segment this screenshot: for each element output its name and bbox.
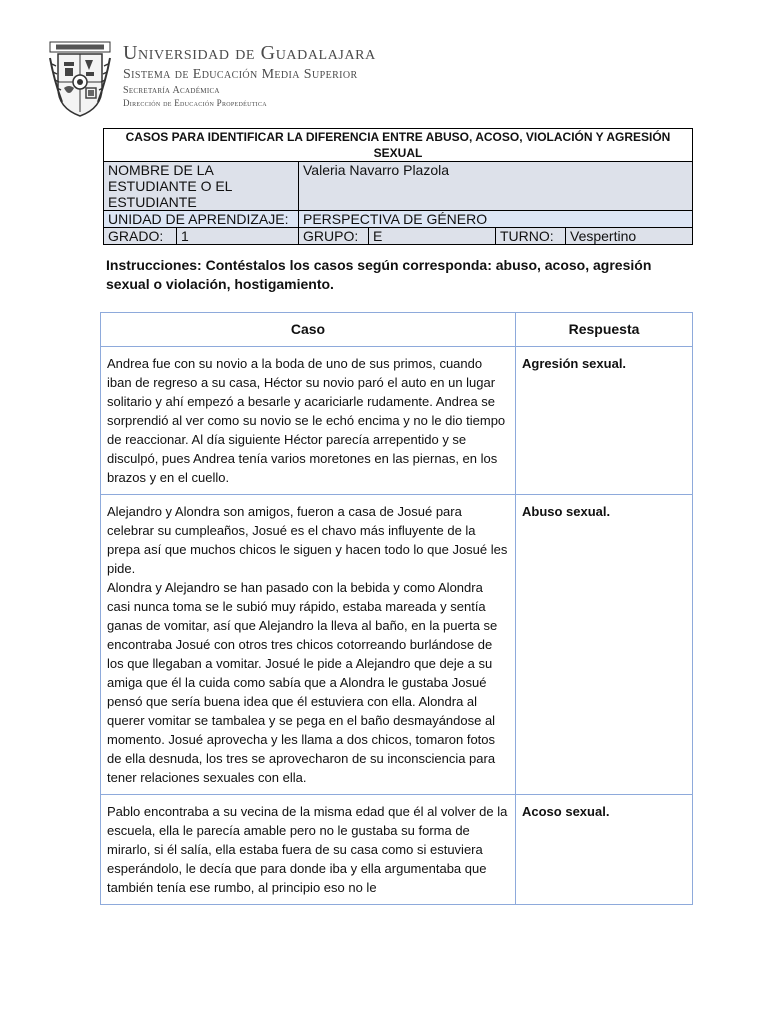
letterhead (48, 40, 728, 120)
case-paragraph: Alejandro y Alondra son amigos, fueron a casa de Josué para celebrar su cumpleaños, Josué es el chavo más influyente de la prepa así que muchos chicos le siguen y hacen todo lo que Josué les pide. (107, 504, 508, 576)
case-answer: Acoso sexual. (516, 795, 693, 905)
case-answer: Abuso sexual. (516, 495, 693, 795)
unit-label: UNIDAD DE APRENDIZAJE: (104, 211, 299, 228)
table-row (101, 347, 693, 495)
grade-label: GRADO: (104, 228, 177, 245)
shift-value: Vespertino (566, 228, 693, 245)
cases-table (100, 312, 693, 905)
direction: Dirección de Educación Propedéutica (123, 98, 267, 108)
table-row (101, 495, 693, 795)
name-label: NOMBRE DE LA ESTUDIANTE O EL ESTUDIANTE (104, 162, 299, 211)
university-name: Universidad de Guadalajara (123, 42, 376, 64)
case-paragraph: Andrea fue con su novio a la boda de uno de sus primos, cuando iban de regreso a su casa, Héctor su novio paró el auto en un lugar solitario y ahí empezó a besarle y acariciarle rudamente. Andrea se sorprendió al ver como su novio se le echó encima y no le dio tiempo de reaccionar. Al día siguiente Héctor parecía arrepentido y se disculpó, pues Andrea tenía varios moretones en las piernas, en los brazos y en el cuello. (107, 356, 506, 485)
secretariat: Secretaría Académica (123, 85, 220, 96)
group-value: E (369, 228, 496, 245)
col-header-answer: Respuesta (516, 313, 693, 347)
education-system: Sistema de Educación Media Superior (123, 67, 358, 82)
col-header-case: Caso (101, 313, 516, 347)
case-paragraph: Alondra y Alejandro se han pasado con la bebida y como Alondra casi nunca toma se le subió muy rápido, estaba mareada y sentía ganas de vomitar, así que Alejandro la lleva al baño, en la puerta se encontraba Josué con otros tres chicos cotorreando burlándose de los que llegaban a vomitar. Josué le pide a Alejandro que deje a su amiga que él la cuida como sabía que a Alondra le gustaba Josué pensó que sería buena idea que él estuviera con ella. Alondra al querer vomitar se tambalea y se pega en el baño desmayándose al momento. Josué aprovecha y les llama a dos chicos, tomaron fotos de ella desnuda, los tres se aprovecharon de su inconsciencia para tener relaciones sexuales con ella. (107, 580, 498, 785)
unit-value: PERSPECTIVA DE GÉNERO (299, 211, 693, 228)
grade-value: 1 (177, 228, 299, 245)
table-row (101, 795, 693, 905)
shift-label: TURNO: (496, 228, 566, 245)
case-text (101, 347, 516, 495)
case-text (101, 495, 516, 795)
group-label: GRUPO: (299, 228, 369, 245)
university-seal-icon (48, 40, 112, 120)
info-title: CASOS PARA IDENTIFICAR LA DIFERENCIA ENTRE ABUSO, ACOSO, VIOLACIÓN Y AGRESIÓN SEXUAL (104, 129, 693, 162)
case-paragraph: Pablo encontraba a su vecina de la misma edad que él al volver de la escuela, ella le parecía amable pero no le gustaba su forma de mirarlo, si él salía, ella estaba fuera de su casa como si estuviera esperándolo, le decía que para donde iba y ella argumentaba que también tenía ese rumbo, al principio eso no le (107, 804, 508, 895)
name-value: Valeria Navarro Plazola (299, 162, 693, 211)
instructions: Instrucciones: Contéstalos los casos según corresponda: abuso, acoso, agresión sexual o violación, hostigamiento. (106, 257, 652, 292)
student-info-table (103, 128, 693, 245)
case-text (101, 795, 516, 905)
case-answer: Agresión sexual. (516, 347, 693, 495)
